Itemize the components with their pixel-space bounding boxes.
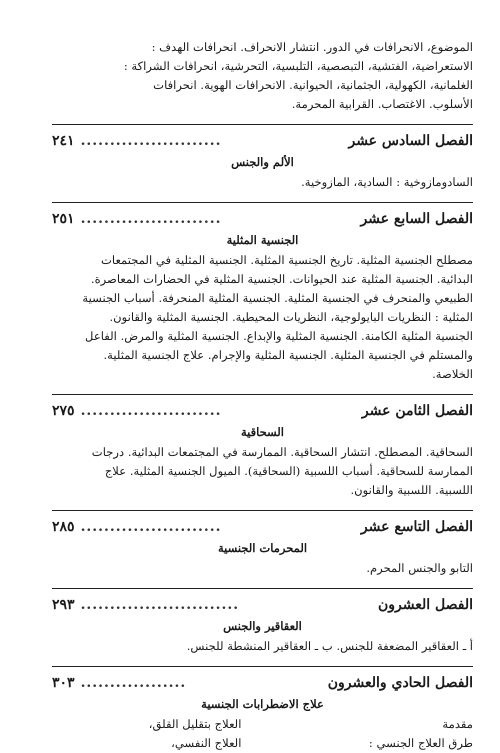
- text-line: أ ـ العقاقير المضعفة للجنس. ب ـ العقاقير المنشطة للجنس.: [186, 639, 473, 653]
- chapter-title: الفصل الحادي والعشرون: [327, 675, 473, 691]
- text-line: التابو والجنس المحرم.: [366, 561, 473, 575]
- page-number: ٢٥١: [52, 211, 75, 227]
- chapter-subtitle: المحرمات الجنسية: [217, 541, 308, 555]
- text-line: مصطلح الجنسية المثلية. تاريخ الجنسية المثلية. الجنسية المثلية في المجتمعات: [101, 253, 473, 267]
- chapter-subtitle: السحاقية: [240, 425, 285, 439]
- chapter-title: الفصل السابع عشر: [360, 211, 473, 227]
- text-line: والمستلم في الجنسية المثلية. الجنسية المثلية والإجرام. علاج الجنسية المثلية.: [103, 348, 473, 362]
- page-number: ٢٨٥: [52, 519, 75, 535]
- chapter-summary: [52, 443, 473, 500]
- text-line: السحاقية. المصطلح. انتشار السحاقية. الممارسة في المجتمعات البدائية. درجات: [91, 445, 473, 459]
- text-line: السادومازوخية : السادية، المازوخية.: [301, 175, 473, 189]
- chapter-subtitle: علاج الاضطرابات الجنسية: [201, 697, 324, 711]
- text-line: الغلمانية، الكهولية، الجثمانية، الحيوانية. الانحرافات الهوية. انحرافات: [153, 78, 473, 92]
- text-line: الجنسية المثلية الكامنة. الجنسية المثلية والإبداع. الجنسية المثلية والمرض. الفاعل: [85, 329, 473, 343]
- chapter-title: الفصل التاسع عشر: [360, 519, 473, 535]
- intro-paragraph: [52, 38, 473, 114]
- chapter-title: الفصل الثامن عشر: [361, 403, 473, 419]
- text-line: الخلاصة.: [432, 367, 473, 381]
- chapter-heading-17: [52, 202, 473, 229]
- page-number: ٢٧٥: [52, 403, 75, 419]
- dot-leader: ........................: [80, 133, 222, 149]
- column-right: [241, 715, 473, 753]
- chapter-title: الفصل السادس عشر: [348, 133, 473, 149]
- dot-leader: ...........................: [80, 597, 240, 613]
- chapter-subtitle: الجنسية المثلية: [226, 233, 299, 247]
- chapter-summary-columns: [52, 715, 473, 753]
- chapter-heading-16: [52, 124, 473, 151]
- text-line: الطبيعي والمنحرف في الجنسية المثلية. الجنسية المثلية المنحرفة. أسباب الجنسية: [82, 291, 473, 305]
- dot-leader: ........................: [80, 519, 222, 535]
- chapter-summary: [52, 637, 473, 656]
- text-line: المثلية : النظريات البايولوجية، النظريات المحيطية. الجنسية المثلية والقانون.: [109, 310, 473, 324]
- text-line: الأسلوب. الاغتصاب. القرابية المحرمة.: [291, 97, 473, 111]
- page-number: ٣٠٣: [52, 675, 75, 691]
- text-line: العلاج النفسي،: [171, 736, 242, 750]
- page-number: ٢٤١: [52, 133, 75, 149]
- chapter-title: الفصل العشرون: [377, 597, 473, 613]
- text-line: اللسبية. اللسبية والقانون.: [350, 483, 473, 497]
- table-of-contents: [52, 38, 473, 753]
- chapter-subtitle: العقاقير والجنس: [223, 619, 302, 633]
- dot-leader: ..................: [80, 675, 187, 691]
- dot-leader: ........................: [80, 211, 222, 227]
- chapter-summary: [52, 251, 473, 384]
- dot-leader: ........................: [80, 403, 222, 419]
- text-line: مقدمة: [442, 717, 473, 731]
- text-line: الموضوع، الانحرافات في الدور. انتشار الانحراف. انحرافات الهدف :: [151, 40, 473, 54]
- text-line: الاستعراضية، الفتشية، التبصصية، التلبسية، التحرشية، انحرافات الشراكة :: [123, 59, 473, 73]
- text-line: العلاج بتقليل القلق،: [148, 717, 242, 731]
- chapter-heading-20: [52, 588, 473, 615]
- page-number: ٢٩٣: [52, 597, 75, 613]
- chapter-summary: [52, 173, 473, 192]
- chapter-subtitle: الألم والجنس: [231, 155, 294, 169]
- chapter-heading-18: [52, 394, 473, 421]
- chapter-heading-19: [52, 510, 473, 537]
- chapter-summary: [52, 559, 473, 578]
- text-line: الممارسة للسحاقية. أسباب اللسبية (السحاقية). الميول الجنسية المثلية. علاج: [104, 464, 473, 478]
- text-line: البدائية. الجنسية المثلية عند الحيوانات. الجنسية المثلية في الحضارات المعاصرة.: [90, 272, 473, 286]
- text-line: طرق العلاج الجنسي :: [368, 736, 473, 750]
- column-left: [52, 715, 241, 753]
- chapter-heading-21: [52, 666, 473, 693]
